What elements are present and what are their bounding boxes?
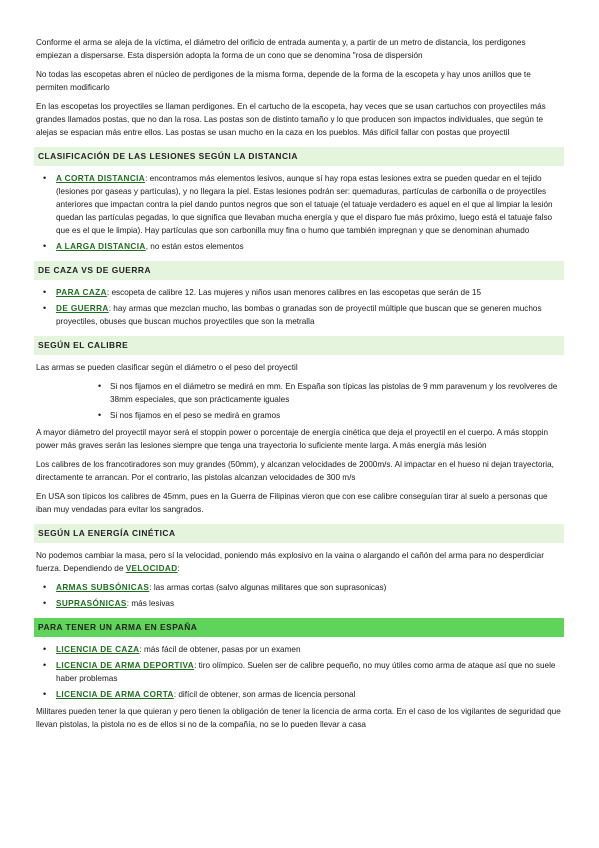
list-item: • Si nos fijamos en el diámetro se medirá en mm. En España son típicas las pistolas de 9 mm paravenum y los revolveres de 38mm especiales, que son prácticamente iguales (110, 380, 562, 406)
term-larga-distancia: A LARGA DISTANCIA (56, 242, 146, 251)
term-de-guerra: DE GUERRA (56, 304, 109, 313)
list-item (56, 240, 562, 253)
paragraph (36, 549, 562, 575)
list-item (56, 302, 562, 328)
paragraph: A mayor diámetro del proyectil mayor será el stoppin power o porcentaje de energía cinética que deja el proyectil en el cuerpo. A más stoppin power más graves serán las lesiones siempre que tenga una trayectoria lo suficiente mente larga. A más energía más lesión (36, 428, 549, 450)
list-item-text: : más fácil de obtener, pasas por un examen (139, 645, 301, 654)
section-heading-caza-guerra: DE CAZA VS DE GUERRA (34, 261, 564, 280)
term-licencia-corta: LICENCIA DE ARMA CORTA (56, 690, 174, 699)
paragraph: Las armas se pueden clasificar según el diámetro o el peso del proyectil (36, 363, 298, 372)
term-armas-subsonicas: ARMAS SUBSÓNICAS (56, 583, 150, 592)
list-item (56, 643, 562, 656)
list-item: • Si nos fijamos en el peso se medirá en gramos (110, 409, 562, 422)
term-corta-distancia: A CORTA DISTANCIA (56, 174, 146, 183)
paragraph: Conforme el arma se aleja de la víctima, el diámetro del orificio de entrada aumenta y, a partir de un metro de distancia, los perdigones empiezan a dispersarse. Esta dispersión adopta la forma de un cono que se denomina "rosa de dispersión (36, 38, 526, 60)
paragraph: En las escopetas los proyectiles se llaman perdigones. En el cartucho de la escopeta, hay veces que se usan cartuchos con proyectiles más grandes llamados postas, que no dan la rosa. Las postas son de distinto tamaño y lo que producen son impactos individuales, que según te alejas se espacian más entre ellos. Las postas se usan mucho en la caza en los pueblos. Más difícil fallar con postas que proyectil (36, 102, 546, 137)
document-page (36, 36, 562, 737)
list-item-text: : encontramos más elementos lesivos, aunque sí hay ropa estas lesiones extra se pueden quedar en el tejido (lesiones por gaseas y partículas), y no llegara la piel. Estas lesiones podrán ser: quemaduras, partículas de carbonilla o de proyectiles anteriores que impactan contra la piel dando puntos negros que son el tatuaje (el tatuaje verdadero es aquel en el que al limpiar la lesión quedan las partículas pegadas, lo que significa que llevaban mucha energía y que el disparo fue más próximo, luego está el tatuaje falso que es el que le limpia). Hay partículas que son carbonilla muy fina o humo que también impregnan y que se denominan ahumado (56, 174, 553, 235)
list-item (56, 597, 562, 610)
term-licencia-caza: LICENCIA DE CAZA (56, 645, 140, 654)
list-item-text: : difícil de obtener, son armas de licencia personal (173, 690, 356, 699)
paragraph-text: : (177, 564, 180, 573)
term-licencia-deportiva: LICENCIA DE ARMA DEPORTIVA (56, 661, 195, 670)
list-item (56, 659, 562, 685)
list-item-text: , no están estos elementos (145, 242, 244, 251)
term-para-caza: PARA CAZA (56, 288, 107, 297)
list-item-text: : las armas cortas (salvo algunas militares que son suprasonicas) (149, 583, 387, 592)
list-calibre (36, 380, 562, 422)
paragraph: En USA son típicos los calibres de 45mm, pues en la Guerra de Filipinas vieron que con ese calibre conseguían tirar al suelo a personas que iban muy vendadas para evitar los sangrados. (36, 492, 548, 514)
list-item-text: : escopeta de calibre 12. Las mujeres y niños usan menores calibres en las escopetas que serán de 15 (106, 288, 482, 297)
paragraph: Militares pueden tener la que quieran y pero tienen la obligación de tener la licencia de arma corta. En el caso de los vigilantes de seguridad que llevan pistolas, la pistola no es de ellos si no de la compañía, no se lo pueden llevar a casa (36, 707, 561, 729)
list-licencias (36, 643, 562, 701)
list-item (56, 688, 562, 701)
list-item-text: : tiro olímpico. Suelen ser de calibre pequeño, no muy útiles como arma de ataque así que no suele haber problemas (56, 661, 556, 683)
section-heading-distancia: CLASIFICACIÓN DE LAS LESIONES SEGÚN LA DISTANCIA (34, 147, 564, 166)
section-heading-calibre: SEGÚN EL CALIBRE (34, 336, 564, 355)
list-item (56, 581, 562, 594)
paragraph-text: No podemos cambiar la masa, pero sí la velocidad, poniendo más explosivo en la vaina o alargando el cañón del arma para no desperdiciar fuerza. Dependiendo de (36, 551, 544, 573)
paragraph: No todas las escopetas abren el núcleo de perdigones de la misma forma, depende de la forma de la escopeta y hay unos anillos que te permiten modificarlo (36, 70, 531, 92)
term-suprasonicas: SUPRASÓNICAS (56, 599, 127, 608)
list-item-text: : hay armas que mezclan mucho, las bombas o granadas son de proyectil múltiple que buscan que se generen muchos proyectiles, obuses que buscan muchos proyectiles que son la metralla (56, 304, 542, 326)
list-item (56, 172, 562, 237)
section-heading-energia: SEGÚN LA ENERGÍA CINÉTICA (34, 524, 564, 543)
term-velocidad: VELOCIDAD (125, 564, 178, 573)
section-heading-espana: PARA TENER UN ARMA EN ESPAÑA (34, 618, 564, 637)
list-item-text: : más lesivas (126, 599, 175, 608)
list-energia (36, 581, 562, 610)
paragraph: Los calibres de los francotiradores son muy grandes (50mm), y alcanzan velocidades de 2000m/s. Al impactar en el hueso ni dejan trayectoria, directamente te arrancan. Por el contrario, las pistolas alcanzan velocidades de 300 m/s (36, 460, 554, 482)
list-caza-guerra (36, 286, 562, 328)
list-item (56, 286, 562, 299)
list-distancia (36, 172, 562, 253)
